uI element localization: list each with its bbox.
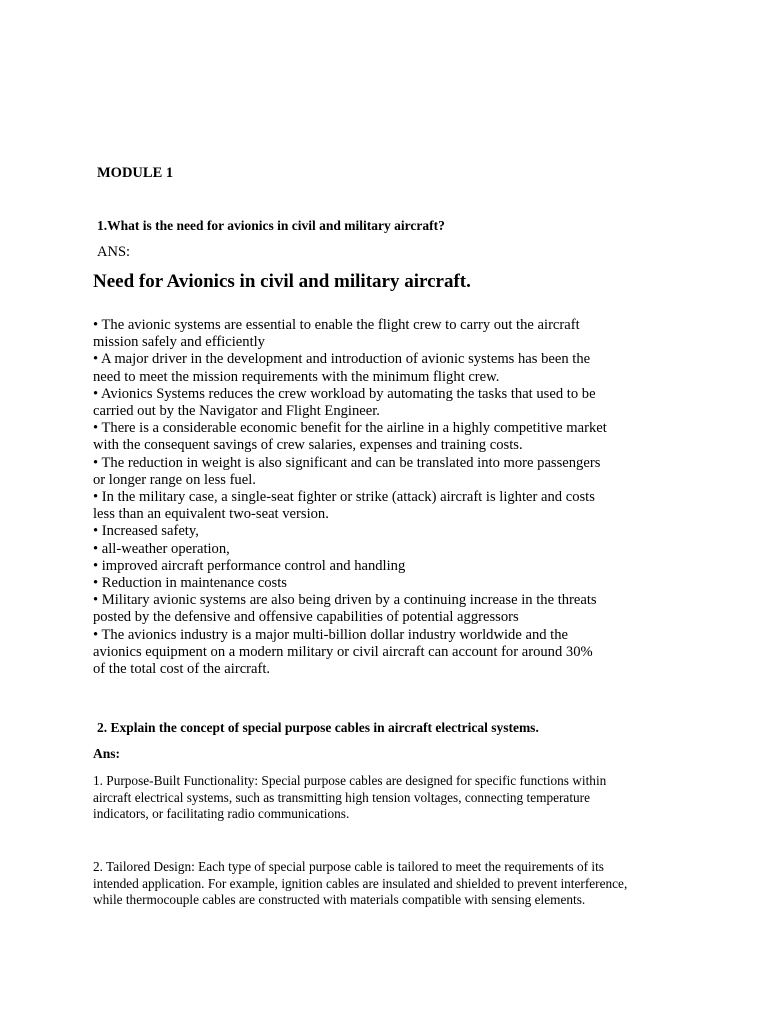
answer-line: • In the military case, a single-seat fighter or strike (attack) aircraft is lighter and costs (93, 489, 595, 506)
answer-line: • A major driver in the development and introduction of avionic systems has been the (93, 351, 591, 368)
answer-line: • Military avionic systems are also being driven by a continuing increase in the threats (93, 592, 597, 609)
answer-line: posted by the defensive and offensive capabilities of potential aggressors (93, 609, 519, 626)
answer-line: with the consequent savings of crew salaries, expenses and training costs. (93, 437, 523, 454)
paragraph-line: 2. Tailored Design: Each type of special purpose cable is tailored to meet the requirements of its (93, 859, 604, 874)
answer-heading-1: Need for Avionics in civil and military aircraft. (93, 271, 471, 292)
answer-line: avionics equipment on a modern military or civil aircraft can account for around 30% (93, 643, 593, 660)
answer-label-1: ANS: (97, 244, 131, 260)
answer-line: • The avionic systems are essential to enable the flight crew to carry out the aircraft (93, 317, 580, 333)
answer-2-paragraph-1 (93, 773, 606, 823)
answer-line: mission safely and efficiently (93, 334, 265, 351)
paragraph-line: while thermocouple cables are constructed with materials compatible with sensing elements. (93, 892, 586, 907)
answer-line: of the total cost of the aircraft. (93, 661, 271, 678)
answer-2-paragraph-2 (93, 859, 627, 909)
answer-line: • Reduction in maintenance costs (93, 575, 287, 592)
answer-line: or longer range on less fuel. (93, 471, 256, 488)
paragraph-line: intended application. For example, ignition cables are insulated and shielded to prevent interference, (93, 875, 628, 891)
answer-line: • The reduction in weight is also significant and can be translated into more passengers (93, 454, 601, 471)
answer-line: • The avionics industry is a major multi-billion dollar industry worldwide and the (93, 626, 569, 643)
answer-line: • improved aircraft performance control and handling (93, 557, 406, 574)
paragraph-line: 1. Purpose-Built Functionality: Special purpose cables are designed for specific functions within (93, 773, 607, 788)
answer-line: • There is a considerable economic benefit for the airline in a highly competitive market (93, 420, 607, 437)
answer-label-2: Ans: (93, 746, 121, 761)
paragraph-line: indicators, or facilitating radio communications. (93, 806, 350, 821)
answer-line: need to meet the mission requirements with the minimum flight crew. (93, 368, 500, 385)
answer-line: • all-weather operation, (93, 540, 230, 557)
question-1: 1.What is the need for avionics in civil and military aircraft? (97, 218, 445, 233)
paragraph-line: aircraft electrical systems, such as transmitting high tension voltages, connecting temperature (93, 789, 590, 805)
answer-line: less than an equivalent two-seat version. (93, 506, 329, 523)
answer-line: • Avionics Systems reduces the crew workload by automating the tasks that used to be (93, 385, 596, 402)
answer-line: carried out by the Navigator and Flight Engineer. (93, 403, 380, 420)
answer-1-lines (93, 317, 607, 678)
answer-line: • Increased safety, (93, 523, 199, 540)
question-2: 2. Explain the concept of special purpose cables in aircraft electrical systems. (97, 720, 539, 735)
module-title: MODULE 1 (97, 165, 174, 181)
